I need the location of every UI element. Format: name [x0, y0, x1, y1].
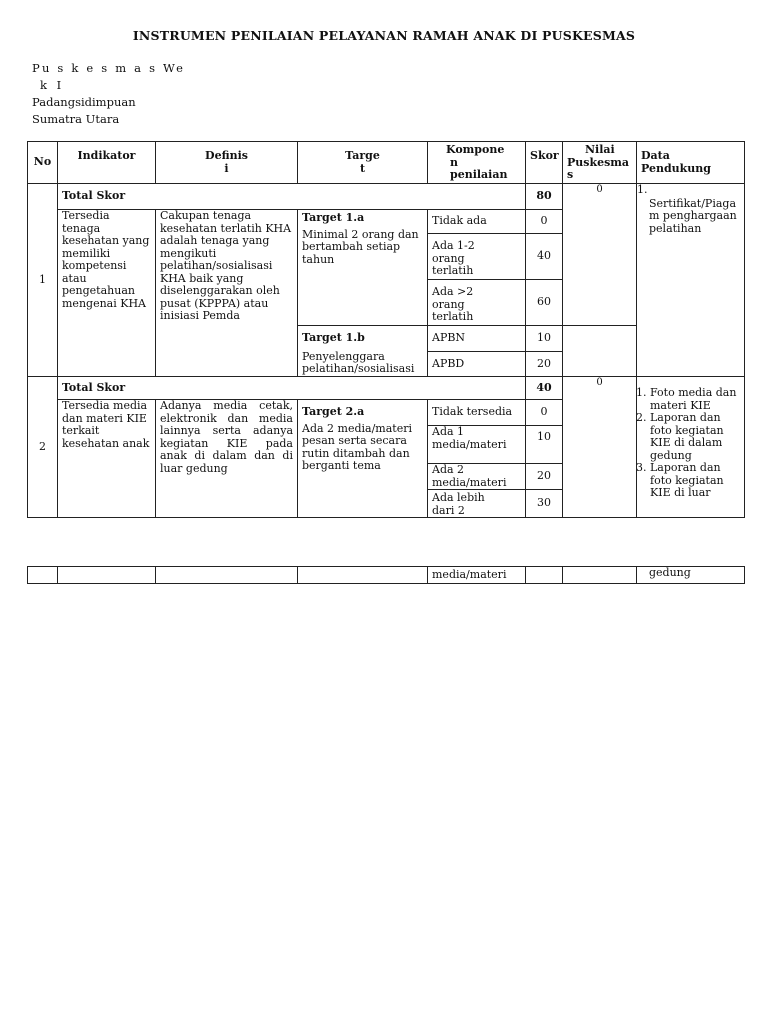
- komponen-skor: 20: [526, 352, 563, 377]
- komponen-skor: 30: [526, 490, 563, 518]
- data-pendukung-text: Sertifikat/Piagam penghargaan pelatihan: [649, 196, 737, 235]
- komponen-item: Ada 1 media/materi: [428, 426, 526, 464]
- cell-empty: [563, 567, 637, 584]
- continuation-table: [27, 566, 745, 584]
- list-item: 2. Laporan dan foto kegiatan KIE di dalam gedung: [650, 412, 740, 462]
- header-indikator: Indikator: [58, 142, 156, 184]
- cell-empty: [28, 567, 58, 584]
- komponen-skor: 20: [526, 464, 563, 490]
- target-text: Penyelenggara pelatihan/sosialisasi: [302, 349, 415, 375]
- komponen-skor: 0: [526, 400, 563, 426]
- header-komponen: Kompone n penilaian: [428, 142, 526, 184]
- komponen-item: Ada 2 media/materi: [428, 464, 526, 490]
- header-data-pendukung: Data Pendukung: [637, 142, 745, 184]
- target-2a: [298, 400, 428, 518]
- header-no: No: [28, 142, 58, 184]
- komponen-item: Tidak ada: [428, 210, 526, 234]
- header-target: Targe t: [298, 142, 428, 184]
- indikator: Tersedia media dan materi KIE terkait kesehatan anak: [58, 400, 156, 518]
- data-pendukung-list: [637, 387, 740, 500]
- total-skor-value: 40: [526, 377, 563, 400]
- target-text: Minimal 2 orang dan bertambah setiap tahun: [302, 227, 419, 266]
- puskesmas-name-line2: k I: [40, 78, 65, 92]
- header-nilai: Nilai Puskesma s: [563, 142, 637, 184]
- data-pendukung: gedung: [637, 567, 745, 584]
- data-pendukung: [637, 184, 745, 377]
- komponen-skor: 0: [526, 210, 563, 234]
- cell-empty: [298, 567, 428, 584]
- table-row: [28, 377, 745, 400]
- nilai-empty: [563, 326, 637, 377]
- total-skor-value: 80: [526, 184, 563, 210]
- target-1a: [298, 210, 428, 326]
- nilai-puskesmas: 0: [563, 377, 637, 518]
- row-number: 2: [28, 377, 58, 518]
- target-title: Target 2.a: [302, 405, 365, 418]
- cell-empty: [526, 567, 563, 584]
- total-skor-label: Total Skor: [58, 377, 526, 400]
- target-title: Target 1.b: [302, 331, 365, 344]
- puskesmas-name-line1: Pu s k e s m a s We: [32, 61, 186, 75]
- list-item: 3. Laporan dan foto kegiatan KIE di luar: [650, 462, 740, 500]
- header-definisi: Definis i: [156, 142, 298, 184]
- table-row: [28, 567, 745, 584]
- document-title: INSTRUMEN PENILAIAN PELAYANAN RAMAH ANAK DI PUSKESMAS: [132, 28, 636, 43]
- komponen-item: Ada 1-2 orang terlatih: [428, 234, 526, 280]
- cell-empty: [58, 567, 156, 584]
- cell-empty: [156, 567, 298, 584]
- komponen-item: media/materi: [428, 567, 526, 584]
- komponen-item: Ada lebih dari 2: [428, 490, 526, 518]
- definisi: Adanya media cetak, elektronik dan media lainnya serta adanya kegiatan KIE pada anak di dalam dan di luar gedung: [156, 400, 298, 518]
- list-item: 1. Foto media dan materi KIE: [650, 387, 740, 412]
- province: Sumatra Utara: [32, 112, 120, 126]
- nilai-puskesmas: 0: [563, 184, 637, 326]
- indikator: Tersedia tenaga kesehatan yang memiliki kompetensi atau pengetahuan mengenai KHA: [58, 210, 156, 377]
- komponen-item: APBN: [428, 326, 526, 352]
- komponen-item: APBD: [428, 352, 526, 377]
- total-skor-label: Total Skor: [58, 184, 526, 210]
- assessment-table: [27, 141, 745, 518]
- target-title: Target 1.a: [302, 211, 365, 224]
- data-pendukung: [637, 377, 745, 518]
- header-skor: Skor: [526, 142, 563, 184]
- komponen-skor: 60: [526, 280, 563, 326]
- komponen-skor: 40: [526, 234, 563, 280]
- header-row: [28, 142, 745, 184]
- komponen-item: Tidak tersedia: [428, 400, 526, 426]
- target-text: Ada 2 media/materi pesan serta secara rutin ditambah dan berganti tema: [302, 421, 412, 472]
- puskesmas-info: [32, 60, 185, 128]
- target-1b: [298, 326, 428, 377]
- data-pendukung-number: 1.: [637, 183, 648, 196]
- komponen-item: Ada >2 orang terlatih: [428, 280, 526, 326]
- table-row: [28, 184, 745, 210]
- komponen-skor: 10: [526, 426, 563, 464]
- komponen-skor: 10: [526, 326, 563, 352]
- city: Padangsidimpuan: [32, 95, 136, 109]
- row-number: 1: [28, 184, 58, 377]
- definisi: Cakupan tenaga kesehatan terlatih KHA adalah tenaga yang mengikuti pelatihan/sosialisasi KHA baik yang diselenggarakan oleh pusat (KPPPA) atau inisiasi Pemda: [156, 210, 298, 377]
